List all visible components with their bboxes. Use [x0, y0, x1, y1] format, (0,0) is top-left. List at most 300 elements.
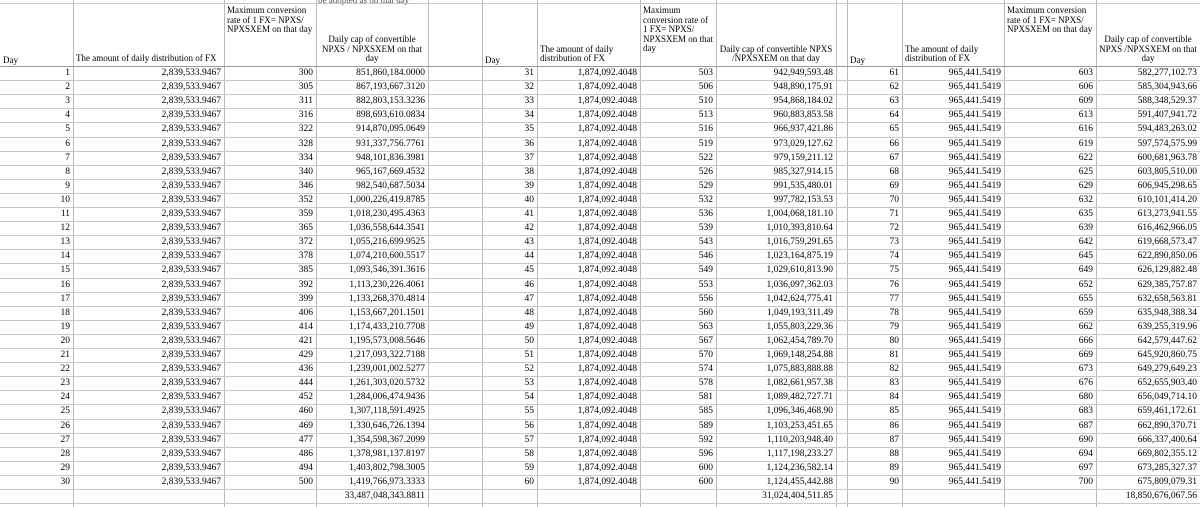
cell-daily-distribution-fx: 965,441.5419	[948, 166, 1001, 177]
cell-day: 78	[889, 307, 899, 318]
cell-day: 70	[889, 194, 899, 205]
cell-day: 50	[524, 335, 534, 346]
cell-daily-distribution-fx: 2,839,533.9467	[161, 223, 221, 234]
cell-daily-distribution-fx: 1,874,092.4048	[577, 321, 637, 332]
cell-daily-distribution-fx: 965,441.5419	[948, 279, 1001, 290]
grid-row-line	[0, 489, 1200, 490]
cell-daily-distribution-fx: 2,839,533.9467	[161, 279, 221, 290]
cell-total-daily-cap: 33,487,048,343.8811	[344, 491, 425, 501]
cell-daily-cap: 1,062,454,789.70	[766, 335, 833, 346]
cell-daily-distribution-fx: 1,874,092.4048	[577, 448, 637, 459]
cell-daily-distribution-fx: 1,874,092.4048	[577, 279, 637, 290]
cell-day: 52	[524, 364, 534, 375]
cell-day: 40	[524, 194, 534, 205]
cell-daily-cap: 645,920,860.75	[1137, 350, 1197, 360]
cell-day: 43	[524, 237, 534, 248]
cell-day: 88	[889, 448, 899, 459]
cell-daily-distribution-fx: 2,839,533.9467	[161, 350, 221, 360]
cell-daily-cap: 1,124,455,442.88	[766, 476, 833, 487]
cell-conversion-rate: 513	[698, 110, 713, 121]
cell-daily-cap: 656,049,714.10	[1137, 392, 1197, 403]
cell-daily-distribution-fx: 2,839,533.9467	[161, 335, 221, 346]
grid-row-line	[0, 3, 1200, 4]
cell-daily-cap: 1,004,068,181.10	[766, 209, 833, 219]
cell-daily-distribution-fx: 2,839,533.9467	[161, 364, 221, 375]
cell-conversion-rate: 589	[698, 420, 713, 431]
cell-day: 19	[60, 321, 70, 332]
cell-daily-distribution-fx: 965,441.5419	[948, 110, 1001, 121]
cell-daily-cap: 1,074,210,600.5517	[349, 251, 425, 262]
cell-daily-cap: 1,354,598,367.2099	[349, 434, 425, 445]
cell-daily-distribution-fx: 965,441.5419	[948, 335, 1001, 346]
cell-day: 31	[524, 68, 534, 78]
cell-daily-cap: 1,124,236,582.14	[766, 462, 833, 473]
cell-conversion-rate: 406	[298, 307, 313, 318]
cell-daily-cap: 1,042,624,775.41	[766, 293, 833, 304]
cell-daily-cap: 652,655,903.40	[1137, 378, 1197, 389]
cell-day: 39	[524, 180, 534, 191]
cell-daily-cap: 1,082,661,957.38	[766, 378, 833, 389]
cell-day: 21	[60, 350, 70, 360]
cell-daily-cap: 666,337,400.64	[1137, 434, 1197, 445]
grid-row-line	[0, 66, 1200, 67]
cell-daily-cap: 1,110,203,948.40	[766, 434, 833, 445]
cell-conversion-rate: 619	[1078, 138, 1093, 149]
cell-conversion-rate: 578	[698, 378, 713, 389]
cell-day: 8	[65, 166, 70, 177]
cell-day: 13	[60, 237, 70, 248]
cell-day: 34	[524, 110, 534, 121]
cell-day: 67	[889, 152, 899, 163]
cell-conversion-rate: 632	[1078, 194, 1093, 205]
cell-conversion-rate: 486	[298, 448, 313, 459]
cell-daily-distribution-fx: 2,839,533.9467	[161, 392, 221, 403]
cell-day: 63	[889, 96, 899, 107]
cell-daily-distribution-fx: 1,874,092.4048	[577, 434, 637, 445]
cell-daily-cap: 1,023,164,875.19	[766, 251, 833, 262]
cell-day: 74	[889, 251, 899, 262]
cell-conversion-rate: 690	[1078, 434, 1093, 445]
cell-daily-distribution-fx: 1,874,092.4048	[577, 392, 637, 403]
cell-conversion-rate: 300	[298, 68, 313, 78]
cell-daily-distribution-fx: 2,839,533.9467	[161, 82, 221, 93]
cell-daily-cap: 619,668,573.47	[1137, 237, 1197, 248]
cell-conversion-rate: 316	[298, 110, 313, 121]
cell-daily-cap: 982,540,687.5034	[356, 180, 425, 191]
cell-daily-distribution-fx: 2,839,533.9467	[161, 166, 221, 177]
cell-daily-distribution-fx: 965,441.5419	[948, 124, 1001, 135]
cell-daily-distribution-fx: 965,441.5419	[948, 448, 1001, 459]
cell-daily-cap: 662,890,370.71	[1137, 420, 1197, 431]
cell-daily-distribution-fx: 2,839,533.9467	[161, 237, 221, 248]
cell-conversion-rate: 477	[298, 434, 313, 445]
cell-daily-cap: 1,049,193,311.49	[766, 307, 833, 318]
cell-daily-distribution-fx: 965,441.5419	[948, 251, 1001, 262]
cell-daily-distribution-fx: 2,839,533.9467	[161, 378, 221, 389]
header-day: Day	[3, 55, 18, 65]
cell-conversion-rate: 372	[298, 237, 313, 248]
cell-daily-distribution-fx: 1,874,092.4048	[577, 462, 637, 473]
cell-day: 65	[889, 124, 899, 135]
cell-conversion-rate: 392	[298, 279, 313, 290]
cell-conversion-rate: 503	[698, 68, 713, 78]
header-max-conversion-rate: Maximum conversion rate of 1 FX= NPXS/ NPXSXEM on that day	[1007, 5, 1093, 35]
cell-day: 45	[524, 265, 534, 276]
cell-total-daily-cap: 31,024,404,511.85	[762, 491, 833, 501]
cell-daily-cap: 979,159,211.12	[773, 152, 833, 163]
cell-daily-cap: 606,945,298.65	[1137, 180, 1197, 191]
cell-daily-distribution-fx: 965,441.5419	[948, 392, 1001, 403]
cell-day: 81	[889, 350, 899, 360]
cell-day: 47	[524, 293, 534, 304]
cell-day: 15	[60, 265, 70, 276]
header-daily-cap: Daily cap of convertible NPXS /NPXSXEM on that day	[1099, 34, 1197, 64]
cell-daily-cap: 942,949,593.48	[773, 68, 833, 78]
cell-daily-cap: 616,462,966.05	[1137, 223, 1197, 234]
cell-daily-cap: 954,868,184.02	[773, 96, 833, 107]
grid-row-line	[0, 362, 1200, 363]
cell-day: 55	[524, 406, 534, 417]
cell-day: 22	[60, 364, 70, 375]
cell-conversion-rate: 673	[1078, 364, 1093, 375]
cell-conversion-rate: 549	[698, 265, 713, 276]
cell-day: 29	[60, 462, 70, 473]
cell-conversion-rate: 469	[298, 420, 313, 431]
cell-daily-cap: 1,093,546,391.3616	[349, 265, 425, 276]
cell-daily-distribution-fx: 1,874,092.4048	[577, 265, 637, 276]
cell-conversion-rate: 603	[1078, 68, 1093, 78]
cell-day: 68	[889, 166, 899, 177]
cell-day: 80	[889, 335, 899, 346]
cell-daily-distribution-fx: 2,839,533.9467	[161, 476, 221, 487]
cell-daily-distribution-fx: 2,839,533.9467	[161, 293, 221, 304]
cell-daily-cap: 629,385,757.87	[1137, 279, 1197, 290]
cell-day: 49	[524, 321, 534, 332]
cell-daily-cap: 1,000,226,419.8785	[349, 194, 425, 205]
cell-conversion-rate: 666	[1078, 335, 1093, 346]
cell-conversion-rate: 687	[1078, 420, 1093, 431]
cell-day: 56	[524, 420, 534, 431]
cell-day: 14	[60, 251, 70, 262]
header-daily-distribution-fx: The amount of daily distribution of FX	[540, 43, 614, 64]
cell-conversion-rate: 694	[1078, 448, 1093, 459]
grid-row-line	[0, 94, 1200, 95]
cell-daily-cap: 600,681,963.78	[1137, 152, 1197, 163]
cell-conversion-rate: 570	[698, 350, 713, 360]
grid-row-line	[0, 503, 1200, 504]
cell-daily-distribution-fx: 965,441.5419	[948, 420, 1001, 431]
cell-conversion-rate: 328	[298, 138, 313, 149]
cell-conversion-rate: 676	[1078, 378, 1093, 389]
cell-conversion-rate: 334	[298, 152, 313, 163]
cell-conversion-rate: 616	[1078, 124, 1093, 135]
cell-day: 6	[65, 138, 70, 149]
cell-conversion-rate: 506	[698, 82, 713, 93]
cell-conversion-rate: 500	[298, 476, 313, 487]
cell-daily-cap: 594,483,263.02	[1137, 124, 1197, 135]
cell-daily-cap: 642,579,447.62	[1137, 335, 1197, 346]
cell-day: 3	[65, 96, 70, 107]
cell-day: 51	[524, 350, 534, 360]
cell-day: 75	[889, 265, 899, 276]
cell-conversion-rate: 606	[1078, 82, 1093, 93]
cell-daily-cap: 622,890,850.06	[1137, 251, 1197, 262]
cell-conversion-rate: 563	[698, 321, 713, 332]
cell-daily-cap: 973,029,127.62	[773, 138, 833, 149]
cell-daily-distribution-fx: 965,441.5419	[948, 180, 1001, 191]
cell-daily-distribution-fx: 1,874,092.4048	[577, 251, 637, 262]
cell-day: 84	[889, 392, 899, 403]
cell-conversion-rate: 585	[698, 406, 713, 417]
cell-conversion-rate: 639	[1078, 223, 1093, 234]
cell-conversion-rate: 609	[1078, 96, 1093, 107]
cell-daily-distribution-fx: 2,839,533.9467	[161, 251, 221, 262]
cell-day: 90	[889, 476, 899, 487]
cell-conversion-rate: 346	[298, 180, 313, 191]
cell-daily-cap: 1,117,198,233.27	[766, 448, 833, 459]
cell-day: 86	[889, 420, 899, 431]
cell-daily-cap: 675,809,079.31	[1137, 476, 1197, 487]
cell-conversion-rate: 510	[698, 96, 713, 107]
cell-daily-distribution-fx: 1,874,092.4048	[577, 152, 637, 163]
cell-conversion-rate: 600	[698, 476, 713, 487]
cell-day: 73	[889, 237, 899, 248]
cell-day: 17	[60, 293, 70, 304]
cell-daily-distribution-fx: 1,874,092.4048	[577, 293, 637, 304]
cell-day: 69	[889, 180, 899, 191]
cell-conversion-rate: 567	[698, 335, 713, 346]
cell-daily-distribution-fx: 965,441.5419	[948, 237, 1001, 248]
cell-conversion-rate: 546	[698, 251, 713, 262]
cell-daily-cap: 582,277,102.73	[1137, 68, 1197, 78]
cell-conversion-rate: 662	[1078, 321, 1093, 332]
cell-daily-cap: 1,055,216,699.9525	[349, 237, 425, 248]
cell-day: 11	[60, 209, 70, 219]
cell-daily-distribution-fx: 965,441.5419	[948, 209, 1001, 219]
cell-conversion-rate: 378	[298, 251, 313, 262]
cell-daily-cap: 914,870,095.0649	[356, 124, 425, 135]
cell-daily-cap: 1,096,346,468.90	[766, 406, 833, 417]
cell-day: 20	[60, 335, 70, 346]
cell-conversion-rate: 553	[698, 279, 713, 290]
cell-day: 36	[524, 138, 534, 149]
cell-daily-distribution-fx: 965,441.5419	[948, 96, 1001, 107]
cell-daily-distribution-fx: 965,441.5419	[948, 152, 1001, 163]
cell-conversion-rate: 543	[698, 237, 713, 248]
cell-daily-cap: 585,304,943.66	[1137, 82, 1197, 93]
cell-conversion-rate: 436	[298, 364, 313, 375]
cell-daily-cap: 588,348,529.37	[1137, 96, 1197, 107]
cell-day: 2	[65, 82, 70, 93]
cell-day: 87	[889, 434, 899, 445]
cell-daily-cap: 1,330,646,726.1394	[349, 420, 425, 431]
cell-conversion-rate: 625	[1078, 166, 1093, 177]
cell-conversion-rate: 642	[1078, 237, 1093, 248]
cell-daily-cap: 1,113,230,226.4061	[349, 279, 425, 290]
grid-row-line	[0, 193, 1200, 194]
cell-conversion-rate: 305	[298, 82, 313, 93]
cell-day: 4	[65, 110, 70, 121]
cell-conversion-rate: 516	[698, 124, 713, 135]
cell-daily-cap: 1,217,093,322.7188	[349, 350, 425, 360]
cell-day: 12	[60, 223, 70, 234]
cell-daily-cap: 1,195,573,008.5646	[349, 335, 425, 346]
cell-daily-distribution-fx: 2,839,533.9467	[161, 406, 221, 417]
cell-daily-cap: 639,255,319.96	[1137, 321, 1197, 332]
cell-daily-distribution-fx: 2,839,533.9467	[161, 68, 221, 78]
cell-daily-cap: 597,574,575.99	[1137, 138, 1197, 149]
cell-daily-distribution-fx: 1,874,092.4048	[577, 364, 637, 375]
cell-conversion-rate: 421	[298, 335, 313, 346]
cell-conversion-rate: 385	[298, 265, 313, 276]
cell-day: 35	[524, 124, 534, 135]
cell-daily-distribution-fx: 965,441.5419	[948, 434, 1001, 445]
cell-daily-cap: 1,261,303,020.5732	[349, 378, 425, 389]
cell-conversion-rate: 683	[1078, 406, 1093, 417]
cell-conversion-rate: 365	[298, 223, 313, 234]
cell-daily-cap: 635,948,388.34	[1137, 307, 1197, 318]
cell-daily-distribution-fx: 965,441.5419	[948, 194, 1001, 205]
cell-day: 33	[524, 96, 534, 107]
cell-day: 59	[524, 462, 534, 473]
cell-daily-cap: 931,337,756.7761	[356, 138, 425, 149]
cell-day: 7	[65, 152, 70, 163]
cell-conversion-rate: 556	[698, 293, 713, 304]
cell-day: 85	[889, 406, 899, 417]
cell-daily-distribution-fx: 965,441.5419	[948, 406, 1001, 417]
cell-conversion-rate: 532	[698, 194, 713, 205]
cell-daily-cap: 1,284,006,474.9436	[349, 392, 425, 403]
cell-daily-cap: 1,018,230,495.4363	[349, 209, 425, 219]
cell-day: 5	[65, 124, 70, 135]
cell-daily-distribution-fx: 1,874,092.4048	[577, 209, 637, 219]
cell-daily-cap: 1,069,148,254.88	[766, 350, 833, 360]
cell-day: 58	[524, 448, 534, 459]
grid-row-line	[0, 80, 1200, 81]
cell-day: 60	[524, 476, 534, 487]
cell-daily-distribution-fx: 1,874,092.4048	[577, 223, 637, 234]
header-day: Day	[850, 55, 865, 65]
cell-day: 83	[889, 378, 899, 389]
cell-daily-distribution-fx: 965,441.5419	[948, 350, 1001, 360]
cell-conversion-rate: 700	[1078, 476, 1093, 487]
cell-conversion-rate: 322	[298, 124, 313, 135]
cell-day: 44	[524, 251, 534, 262]
cell-conversion-rate: 460	[298, 406, 313, 417]
cell-daily-distribution-fx: 1,874,092.4048	[577, 138, 637, 149]
cell-daily-cap: 966,937,421.86	[773, 124, 833, 135]
cell-daily-cap: 1,133,268,370.4814	[349, 293, 425, 304]
cell-day: 25	[60, 406, 70, 417]
cell-conversion-rate: 600	[698, 462, 713, 473]
grid-row-line	[0, 376, 1200, 377]
cell-daily-distribution-fx: 965,441.5419	[948, 307, 1001, 318]
cell-daily-distribution-fx: 965,441.5419	[948, 138, 1001, 149]
header-daily-distribution-fx: The amount of daily distribution of FX	[905, 43, 979, 64]
cell-daily-distribution-fx: 2,839,533.9467	[161, 462, 221, 473]
cell-daily-distribution-fx: 1,874,092.4048	[577, 406, 637, 417]
cell-day: 41	[524, 209, 534, 219]
cell-conversion-rate: 529	[698, 180, 713, 191]
cell-conversion-rate: 655	[1078, 293, 1093, 304]
cell-day: 71	[889, 209, 899, 219]
cell-daily-cap: 1,153,667,201.1501	[349, 307, 425, 318]
cell-daily-distribution-fx: 965,441.5419	[948, 378, 1001, 389]
cell-day: 61	[889, 68, 899, 78]
cell-conversion-rate: 613	[1078, 110, 1093, 121]
cell-daily-cap: 613,273,941.55	[1137, 209, 1197, 219]
cell-daily-cap: 1,029,610,813.90	[766, 265, 833, 276]
cell-daily-distribution-fx: 2,839,533.9467	[161, 448, 221, 459]
cell-daily-distribution-fx: 2,839,533.9467	[161, 420, 221, 431]
cell-daily-distribution-fx: 965,441.5419	[948, 321, 1001, 332]
cell-day: 32	[524, 82, 534, 93]
cell-daily-distribution-fx: 1,874,092.4048	[577, 335, 637, 346]
cell-daily-distribution-fx: 1,874,092.4048	[577, 307, 637, 318]
cell-day: 42	[524, 223, 534, 234]
cell-daily-cap: 1,378,981,137.8197	[349, 448, 425, 459]
cell-daily-cap: 673,285,327.37	[1137, 462, 1197, 473]
cell-daily-cap: 898,693,610.0834	[356, 110, 425, 121]
cell-daily-cap: 851,860,184.0000	[356, 68, 425, 78]
cell-daily-cap: 991,535,480.01	[773, 180, 833, 191]
cell-conversion-rate: 359	[298, 209, 313, 219]
cell-daily-cap: 1,307,118,591.4925	[349, 406, 425, 417]
cell-conversion-rate: 680	[1078, 392, 1093, 403]
cell-conversion-rate: 592	[698, 434, 713, 445]
cell-conversion-rate: 629	[1078, 180, 1093, 191]
cell-daily-cap: 632,658,563.81	[1137, 293, 1197, 304]
cell-daily-distribution-fx: 1,874,092.4048	[577, 350, 637, 360]
cell-conversion-rate: 635	[1078, 209, 1093, 219]
cell-day: 54	[524, 392, 534, 403]
header-day: Day	[485, 55, 500, 65]
cell-conversion-rate: 311	[299, 96, 313, 107]
cell-day: 57	[524, 434, 534, 445]
cell-day: 9	[65, 180, 70, 191]
cell-conversion-rate: 429	[298, 350, 313, 360]
cell-conversion-rate: 659	[1078, 307, 1093, 318]
cell-daily-distribution-fx: 2,839,533.9467	[161, 321, 221, 332]
cell-daily-distribution-fx: 2,839,533.9467	[161, 209, 221, 219]
cell-daily-cap: 626,129,882.48	[1137, 265, 1197, 276]
cell-daily-cap: 669,802,355.12	[1137, 448, 1197, 459]
cell-day: 38	[524, 166, 534, 177]
cell-daily-cap: 948,890,175.91	[773, 82, 833, 93]
cell-daily-cap: 1,036,097,362.03	[766, 279, 833, 290]
cell-daily-distribution-fx: 1,874,092.4048	[577, 68, 637, 78]
cell-daily-cap: 1,010,393,810.64	[766, 223, 833, 234]
cell-daily-distribution-fx: 2,839,533.9467	[161, 138, 221, 149]
cell-conversion-rate: 560	[698, 307, 713, 318]
cell-daily-distribution-fx: 2,839,533.9467	[161, 124, 221, 135]
cell-daily-cap: 1,089,482,727.71	[766, 392, 833, 403]
cell-day: 28	[60, 448, 70, 459]
header-max-conversion-rate: Maximum conversion rate of 1 FX= NPXS/ NPXSXEM on that day	[643, 5, 714, 54]
cell-daily-distribution-fx: 1,874,092.4048	[577, 124, 637, 135]
cell-daily-cap: 659,461,172.61	[1137, 406, 1197, 417]
cell-conversion-rate: 574	[698, 364, 713, 375]
cell-day: 66	[889, 138, 899, 149]
cell-daily-distribution-fx: 2,839,533.9467	[161, 96, 221, 107]
cell-daily-distribution-fx: 965,441.5419	[948, 223, 1001, 234]
cell-daily-cap: 610,101,414.20	[1137, 194, 1197, 205]
grid-row-line	[0, 221, 1200, 222]
cell-daily-cap: 1,419,766,973.3333	[349, 476, 425, 487]
cell-daily-cap: 882,803,153.3236	[356, 96, 425, 107]
cell-daily-cap: 649,279,649.23	[1137, 364, 1197, 375]
cell-day: 72	[889, 223, 899, 234]
